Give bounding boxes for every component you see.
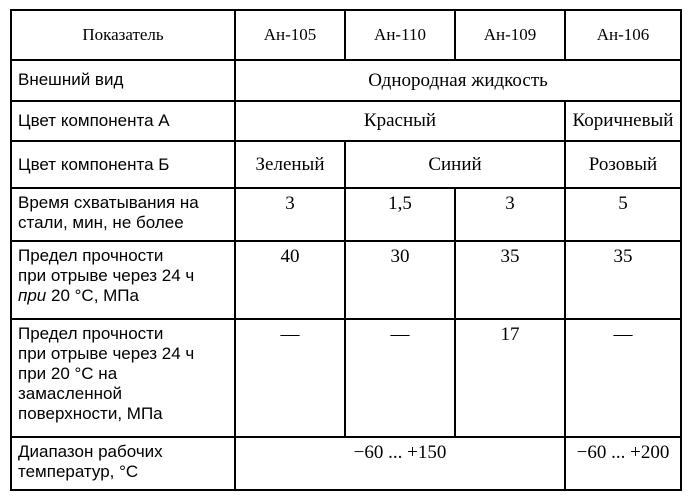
label-appearance: Внешний вид (11, 60, 235, 101)
header-an-106: Ан-106 (565, 10, 681, 60)
value-color-a-red: Красный (235, 101, 565, 142)
label-line: при отрыве через 24 ч (18, 265, 195, 285)
value-strength-an-110: 30 (345, 241, 455, 319)
label-line: температур, °С (18, 462, 139, 482)
row-strength-oily (11, 319, 681, 437)
row-setting-time (11, 188, 681, 241)
label-color-a: Цвет компонента А (11, 101, 235, 142)
label-strength-oily (11, 319, 235, 437)
label-line: стали, мин, не более (18, 212, 184, 232)
header-an-109: Ан-109 (455, 10, 565, 60)
label-color-b: Цвет компонента Б (11, 141, 235, 188)
header-an-105: Ан-105 (235, 10, 345, 60)
header-row (11, 10, 681, 60)
row-color-a (11, 101, 681, 142)
row-appearance (11, 60, 681, 101)
value-setting-time-an-105: 3 (235, 188, 345, 241)
label-line: Диапазон рабочих (18, 442, 163, 462)
label-line-rest: 20 °С, МПа (46, 285, 139, 305)
label-line (18, 286, 234, 306)
value-setting-time-an-109: 3 (455, 188, 565, 241)
value-color-b-pink: Розовый (565, 141, 681, 188)
label-line: Предел прочности (18, 324, 164, 344)
value-color-b-green: Зеленый (235, 141, 345, 188)
row-temp-range (11, 437, 681, 490)
header-indicator: Показатель (11, 10, 235, 60)
row-color-b (11, 141, 681, 188)
value-strength-oily-an-106: — (565, 319, 681, 437)
label-italic-word: при (18, 285, 47, 305)
value-strength-oily-an-109: 17 (455, 319, 565, 437)
value-appearance: Однородная жидкость (235, 60, 681, 101)
label-setting-time (11, 188, 235, 241)
value-setting-time-an-110: 1,5 (345, 188, 455, 241)
value-setting-time-an-106: 5 (565, 188, 681, 241)
label-line: поверхности, МПа (18, 404, 163, 424)
value-temp-range-1: −60 ... +150 (235, 437, 565, 490)
value-temp-range-2: −60 ... +200 (565, 437, 681, 490)
label-line: Время схватывания на (18, 192, 199, 212)
value-strength-an-109: 35 (455, 241, 565, 319)
properties-table (10, 9, 682, 491)
value-strength-oily-an-105: — (235, 319, 345, 437)
value-strength-an-105: 40 (235, 241, 345, 319)
value-strength-oily-an-110: — (345, 319, 455, 437)
label-strength (11, 241, 235, 319)
label-temp-range (11, 437, 235, 490)
row-strength (11, 241, 681, 319)
label-line: замасленной (18, 384, 122, 404)
header-an-110: Ан-110 (345, 10, 455, 60)
value-strength-an-106: 35 (565, 241, 681, 319)
value-color-a-brown: Коричневый (565, 101, 681, 142)
label-line: при 20 °С на (18, 364, 118, 384)
label-line: Предел прочности (18, 245, 164, 265)
label-line: при отрыве через 24 ч (18, 344, 195, 364)
value-color-b-blue: Синий (345, 141, 565, 188)
